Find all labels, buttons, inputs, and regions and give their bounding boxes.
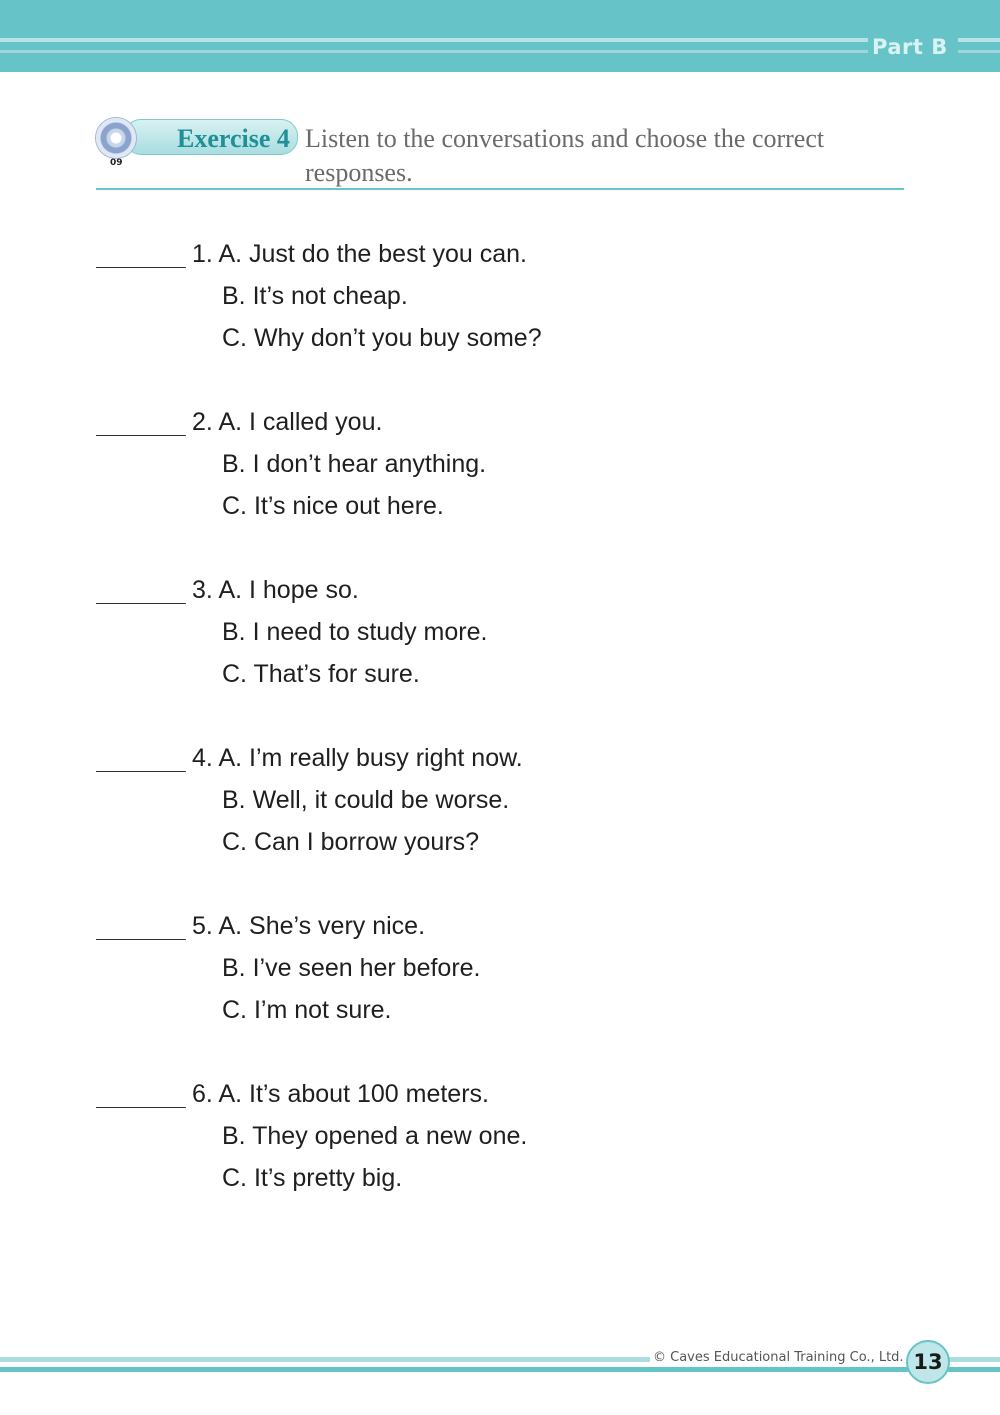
- question-number-line: [192, 1080, 489, 1109]
- option-letter: A.: [218, 1080, 243, 1108]
- header-stripe: [958, 50, 1000, 53]
- option-c: [222, 492, 444, 521]
- option-text: It’s not cheap.: [252, 282, 408, 310]
- option-letter: B.: [222, 450, 246, 478]
- question-number: 5.: [192, 912, 213, 940]
- option-letter: A.: [218, 912, 243, 940]
- option-text: It’s nice out here.: [253, 492, 444, 520]
- answer-blank[interactable]: [96, 435, 186, 436]
- option-text: Why don’t you buy some?: [253, 324, 542, 352]
- option-text: Just do the best you can.: [249, 240, 527, 268]
- option-b: [222, 954, 481, 983]
- option-b: [222, 618, 487, 647]
- header-band: [0, 0, 1000, 72]
- option-text: I called you.: [249, 408, 383, 436]
- answer-blank[interactable]: [96, 267, 186, 268]
- option-letter: B.: [222, 282, 246, 310]
- option-text: She’s very nice.: [249, 912, 426, 940]
- option-letter: B.: [222, 786, 246, 814]
- copyright-notice: © Caves Educational Training Co., Ltd.: [650, 1350, 907, 1365]
- option-text: I hope so.: [249, 576, 359, 604]
- option-text: I’m really busy right now.: [249, 744, 523, 772]
- header-stripe: [0, 50, 868, 53]
- option-letter: A.: [218, 408, 243, 436]
- question-number-line: [192, 912, 425, 941]
- option-letter: A.: [218, 240, 243, 268]
- answer-blank[interactable]: [96, 603, 186, 604]
- option-text: They opened a new one.: [252, 1122, 528, 1150]
- option-letter: C.: [222, 492, 247, 520]
- option-letter: A.: [218, 744, 243, 772]
- question-number-line: [192, 576, 359, 605]
- question-number: 6.: [192, 1080, 213, 1108]
- option-c: [222, 1164, 402, 1193]
- option-letter: C.: [222, 1164, 247, 1192]
- option-b: [222, 282, 408, 311]
- question-number: 2.: [192, 408, 213, 436]
- option-text: I need to study more.: [252, 618, 488, 646]
- question-number: 1.: [192, 240, 213, 268]
- exercise-instruction: [305, 122, 905, 190]
- exercise-title: Exercise 4: [177, 124, 290, 153]
- exercise-pill: [124, 119, 298, 155]
- option-c: [222, 660, 420, 689]
- option-text: It’s pretty big.: [253, 1164, 403, 1192]
- track-number: 09: [110, 158, 123, 168]
- option-c: [222, 996, 392, 1025]
- option-letter: C.: [222, 996, 247, 1024]
- part-label: Part B: [872, 35, 948, 59]
- option-c: [222, 828, 479, 857]
- option-letter: C.: [222, 828, 247, 856]
- footer-stripe: [0, 1367, 1000, 1372]
- option-b: [222, 450, 486, 479]
- option-letter: A.: [218, 576, 243, 604]
- instruction-line: Listen to the conversations and choose the correct: [305, 124, 825, 153]
- option-letter: B.: [222, 618, 246, 646]
- option-text: I don’t hear anything.: [252, 450, 487, 478]
- option-text: I’ve seen her before.: [252, 954, 481, 982]
- option-text: Can I borrow yours?: [253, 828, 480, 856]
- question-number-line: [192, 408, 382, 437]
- option-text: That’s for sure.: [253, 660, 420, 688]
- answer-blank[interactable]: [96, 1107, 186, 1108]
- header-stripe: [0, 38, 868, 42]
- option-letter: C.: [222, 660, 247, 688]
- option-letter: C.: [222, 324, 247, 352]
- heading-divider: [96, 188, 904, 190]
- option-text: I’m not sure.: [253, 996, 392, 1024]
- question-number: 3.: [192, 576, 213, 604]
- answer-blank[interactable]: [96, 771, 186, 772]
- question-number: 4.: [192, 744, 213, 772]
- answer-blank[interactable]: [96, 939, 186, 940]
- instruction-line: responses.: [305, 158, 413, 187]
- cd-icon[interactable]: [96, 118, 136, 158]
- option-letter: B.: [222, 954, 246, 982]
- option-text: Well, it could be worse.: [252, 786, 510, 814]
- option-letter: B.: [222, 1122, 246, 1150]
- header-stripe: [958, 38, 1000, 42]
- option-c: [222, 324, 542, 353]
- page-number: 13: [913, 1350, 943, 1374]
- option-text: It’s about 100 meters.: [249, 1080, 489, 1108]
- option-b: [222, 1122, 527, 1151]
- question-number-line: [192, 744, 523, 773]
- option-b: [222, 786, 509, 815]
- page-number-badge: [906, 1340, 950, 1384]
- question-number-line: [192, 240, 527, 269]
